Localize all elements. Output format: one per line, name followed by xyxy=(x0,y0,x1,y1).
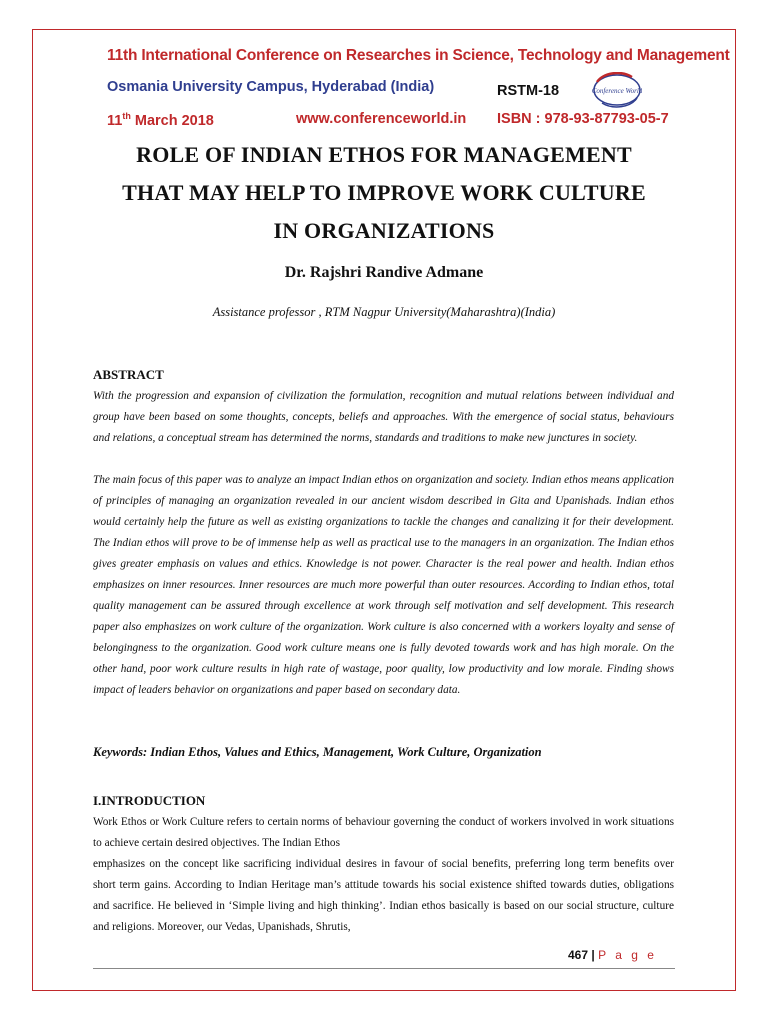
abstract-paragraph-2: The main focus of this paper was to analyze an impact Indian ethos on organization and society. Indian ethos means application of principles of managing an organization revealed in our ancient wisdom described in Gita and Upanishads. Indian ethos would certainly help the future as well as existing organizations to tackle the changes and canalizing it for their development. The Indian ethos will prove to be of immense help as well as practical use to the managers in an organization. The Indian ethos gives greater emphasis on values and ethics. Knowledge is not power. Character is the real power and health. Indian ethos emphasizes on inner resources. Inner resources are much more powerful than outer resources. According to Indian ethos, total quality management can be assured through excellence at work through self motivation and self development. This research paper also emphasizes on work culture of the organization. Work culture is also concerned with a workers loyalty and sense of belongingness to the organization. Good work culture means one is fully devoted towards work and has high morale. On the other hand, poor work culture results in high rate of wastage, poor quality, low productivity and low morale. Finding shows impact of leaders behavior on organizations and paper based on secondary data. xyxy=(93,474,674,696)
author-affiliation: Assistance professor , RTM Nagpur University(Maharashtra)(India) xyxy=(212,305,556,319)
footer-rule xyxy=(93,968,675,969)
paper-title-line-2: THAT MAY HELP TO IMPROVE WORK CULTURE xyxy=(122,180,646,205)
paper-title-line-3: IN ORGANIZATIONS xyxy=(273,218,495,243)
footer-separator: | xyxy=(591,948,595,962)
page-footer xyxy=(568,948,657,962)
page-label: P a g e xyxy=(598,948,657,962)
conference-venue: Osmania University Campus, Hyderabad (India) xyxy=(107,79,435,95)
page-number: 467 xyxy=(568,948,589,962)
keywords: Keywords: Indian Ethos, Values and Ethics, Management, Work Culture, Organization xyxy=(93,745,542,759)
conference-world-logo xyxy=(592,72,642,108)
conference-date: 11th March 2018 xyxy=(107,111,214,129)
conference-url: www.conferenceworld.in xyxy=(296,111,467,127)
abstract-heading: ABSTRACT xyxy=(93,367,164,382)
conference-title: 11th International Conference on Researches in Science, Technology and Management xyxy=(107,47,730,64)
author-name: Dr. Rajshri Randive Admane xyxy=(284,264,484,281)
introduction-heading: I.INTRODUCTION xyxy=(93,793,206,808)
conference-code: RSTM-18 xyxy=(497,83,560,99)
introduction-paragraph-1: Work Ethos or Work Culture refers to certain norms of behaviour governing the conduct of workers involved in work situations to achieve certain desired objectives. The Indian Ethos xyxy=(93,816,674,849)
paper-title-line-1: ROLE OF INDIAN ETHOS FOR MANAGEMENT xyxy=(136,142,632,167)
logo-lettering: Conference World xyxy=(592,87,642,95)
abstract-paragraph-1: With the progression and expansion of civilization the formulation, recognition and mutual relations between individual and group have been based on some thoughts, concepts, beliefs and approaches. With the emergence of social status, behaviours and relations, a conceptual stream has determined the norms, standards and traditions to make new junctures in society. xyxy=(93,390,674,444)
introduction-paragraph-2: emphasizes on the concept like sacrificing individual desires in favour of social benefits, preferring long term benefits over short term gains. According to Indian Heritage man’s attitude towards his social existence shifted towards duties, obligations and sacrifice. He believed in ‘Simple living and high thinking’. Indian ethos basically is based on our social structure, culture and religions. Moreover, our Vedas, Upanishads, Shrutis, xyxy=(93,858,674,933)
isbn: ISBN : 978-93-87793-05-7 xyxy=(497,111,669,127)
